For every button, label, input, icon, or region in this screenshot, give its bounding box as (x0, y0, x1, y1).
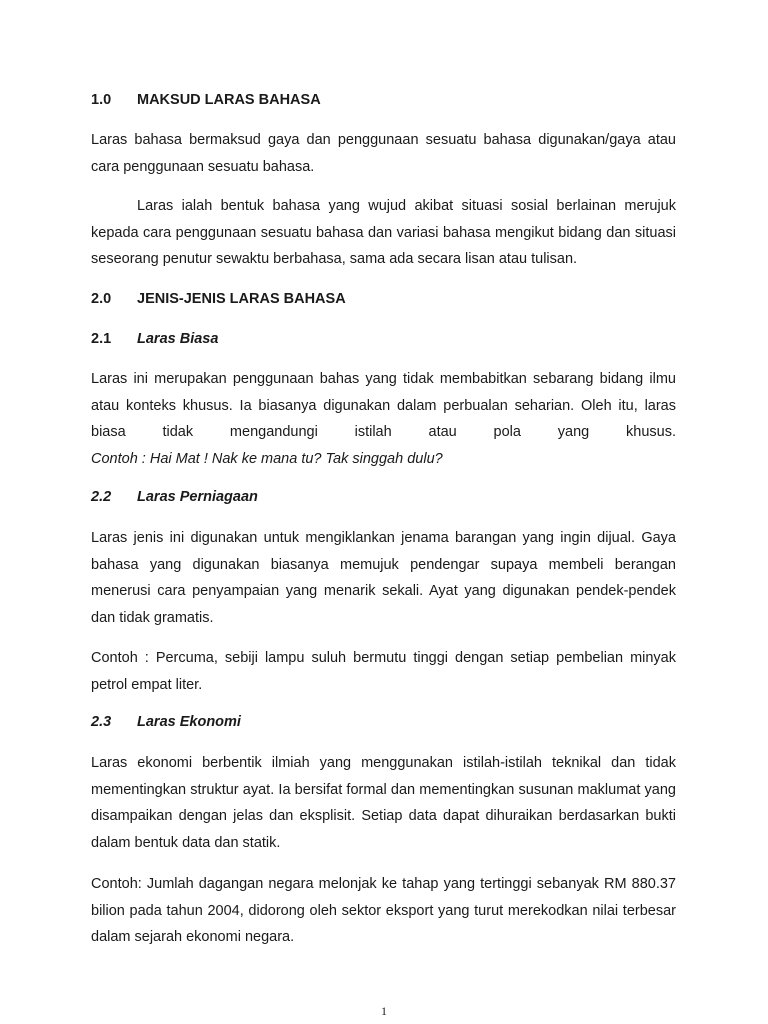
section-title: Laras Perniagaan (137, 489, 258, 505)
section-title: Laras Ekonomi (137, 714, 241, 730)
section-number: 1.0 (91, 92, 112, 108)
paragraph-ekonomi-example: Contoh: Jumlah dagangan negara melonjak ke tahap yang tertinggi sebanyak RM 880.37 bilion pada tahun 2004, didorong oleh sektor eksport yang turut merekodkan nilai terbesar dalam sejarah ekonomi negara. (91, 876, 676, 945)
page-number: 1 (381, 1004, 387, 1018)
example-text: Contoh : Hai Mat ! Nak ke mana tu? Tak singgah dulu? (91, 450, 443, 467)
subsection-heading-2-3 (91, 712, 241, 732)
section-number: 2.2 (91, 489, 112, 505)
section-heading-1 (91, 90, 321, 110)
paragraph-laras-explanation: Laras ialah bentuk bahasa yang wujud akibat situasi sosial berlainan merujuk kepada cara penggunaan sesuatu bahasa dan variasi bahasa mengikut bidang dan situasi seseorang penutur sewaktu berbahasa, sama ada secara lisan atau tulisan. (91, 198, 676, 267)
section-number: 2.1 (91, 331, 112, 347)
subsection-heading-2-1 (91, 329, 218, 349)
paragraph-definition: Laras bahasa bermaksud gaya dan penggunaan sesuatu bahasa digunakan/gaya atau cara penggunaan sesuatu bahasa. (91, 132, 676, 175)
section-number: 2.3 (91, 714, 112, 730)
section-title: JENIS-JENIS LARAS BAHASA (137, 291, 346, 307)
paragraph-laras-perniagaan: Laras jenis ini digunakan untuk mengiklankan jenama barangan yang ingin dijual. Gaya bahasa yang digunakan biasanya memujuk pendengar supaya membeli berangan menerusi cara penyampaian yang menarik sekali. Ayat yang digunakan pendek-pendek dan tidak gramatis. (91, 530, 676, 626)
paragraph-laras-biasa (91, 366, 676, 472)
paragraph-laras-ekonomi: Laras ekonomi berbentik ilmiah yang menggunakan istilah-istilah teknikal dan tidak mementingkan struktur ayat. Ia bersifat formal dan mementingkan susunan maklumat yang disampaikan dengan jelas dan eksplisit. Setiap data dapat dihuraikan berdasarkan bukti dalam bentuk data dan statik. (91, 755, 676, 851)
section-title: Laras Biasa (137, 331, 219, 347)
section-title: MAKSUD LARAS BAHASA (137, 92, 321, 108)
subsection-heading-2-2 (91, 487, 258, 507)
section-number: 2.0 (91, 291, 112, 307)
paragraph-text: Laras ini merupakan penggunaan bahas yang tidak membabitkan sebarang bidang ilmu atau konteks khusus. Ia biasanya digunakan dalam perbualan seharian. Oleh itu, laras biasa tidak mengandungi istilah atau pola yang khusus. (91, 371, 676, 440)
section-heading-2 (91, 289, 346, 309)
paragraph-perniagaan-example: Contoh : Percuma, sebiji lampu suluh bermutu tinggi dengan setiap pembelian minyak petrol empat liter. (91, 650, 676, 693)
